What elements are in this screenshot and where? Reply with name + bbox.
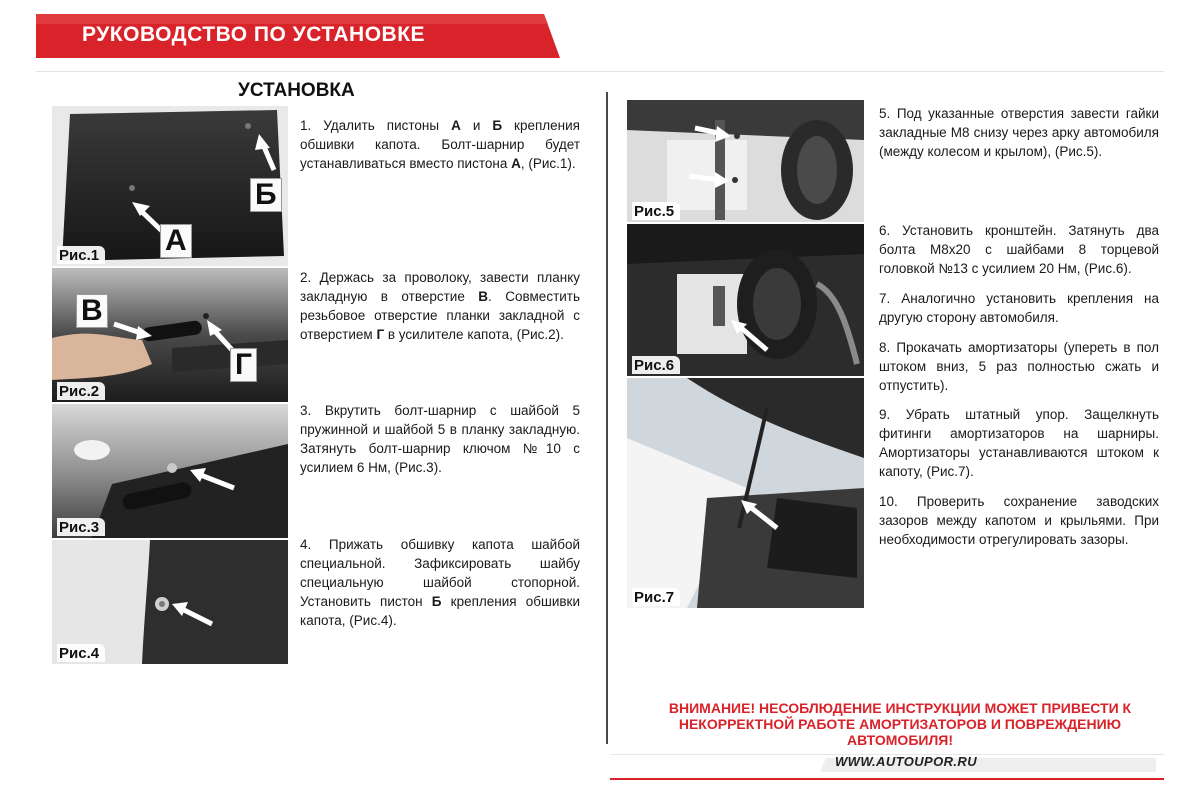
website-link[interactable]: WWW.AUTOUPOR.RU: [835, 754, 977, 769]
warning-line-3: АВТОМОБИЛЯ!: [846, 732, 953, 748]
figure-2-caption: Рис.2: [57, 382, 105, 400]
step-6-text: 6. Установить кронштейн. Затянуть два болта М8х20 с шайбами 8 торцевой головкой №13 с усилием 20 Нм, (Рис.6).: [879, 223, 1159, 276]
figure-6-illustration: [627, 224, 864, 376]
figure-3-photo: [52, 404, 288, 538]
figure-4-caption: Рис.4: [57, 644, 105, 662]
step-4-text: 4. Прижать обшивку капота шайбой специальной. Зафиксировать шайбу специальную шайбой стопорной. Установить пистон Б крепления обшивки капота, (Рис.4).: [300, 537, 580, 628]
figure-1-photo: [52, 106, 288, 266]
section-title: УСТАНОВКА: [238, 80, 355, 101]
header-banner: [36, 14, 560, 58]
step-8-text: 8. Прокачать амортизаторы (упереть в пол штоком вниз, 5 раз полностью сжать и отпустить).: [879, 340, 1159, 393]
figure-4-photo: [52, 540, 288, 664]
figure-6-photo: [627, 224, 864, 376]
step-10-text: 10. Проверить сохранение заводских зазоров между капотом и крыльями. При необходимости отрегулировать зазоры.: [879, 494, 1159, 547]
page-title: РУКОВОДСТВО ПО УСТАНОВКЕ: [82, 23, 426, 46]
figure-5-photo: [627, 100, 864, 222]
step-2-text: 2. Держась за проволоку, завести планку закладную в отверстие В. Совместить резьбовое отверстие планки закладной с отверстием Г в усилителе капота, (Рис.2).: [300, 270, 581, 342]
footer-accent-rule: [610, 778, 1164, 780]
step-5-text: 5. Под указанные отверстия завести гайки закладные М8 снизу через арку автомобиля (между колесом и крылом), (Рис.5).: [879, 106, 1159, 159]
warning-line-1: ВНИМАНИЕ! НЕСОБЛЮДЕНИЕ ИНСТРУКЦИИ МОЖЕТ ПРИВЕСТИ К: [668, 700, 1132, 716]
column-divider: [606, 92, 608, 744]
figure-2-photo: [52, 268, 288, 402]
figure-7-caption: Рис.7: [632, 588, 680, 606]
step-3-text: 3. Вкрутить болт-шарнир с шайбой 5 пружинной и шайбой 5 в планку закладную. Затянуть болт-шарнир ключом №10 с усилием 6 Нм, (Рис.3).: [300, 403, 580, 475]
marker-b: Б: [250, 178, 282, 212]
figure-5-caption: Рис.5: [632, 202, 680, 220]
figure-3-caption: Рис.3: [57, 518, 105, 536]
step-7-text: 7. Аналогично установить крепления на другую сторону автомобиля.: [879, 291, 1159, 325]
figure-7-photo: [627, 378, 864, 608]
marker-g: Г: [230, 348, 257, 382]
figure-7-illustration: [627, 378, 864, 608]
figure-6-caption: Рис.6: [632, 356, 680, 374]
step-9-text: 9. Убрать штатный упор. Защелкнуть фитинги амортизаторов на шарниры. Амортизаторы устанавливаются штоком к капоту, (Рис.7).: [879, 407, 1159, 479]
step-1-text: 1. Удалить пистоны А и Б крепления обшивки капота. Болт-шарнир будет устанавливаться вместо пистона А, (Рис.1).: [300, 118, 580, 171]
figure-1-caption: Рис.1: [57, 246, 105, 264]
marker-v: В: [76, 294, 108, 328]
marker-a: А: [160, 224, 192, 258]
header-rule: [36, 71, 1164, 72]
warning-notice: [640, 700, 1160, 748]
warning-line-2: НЕКОРРЕКТНОЙ РАБОТЕ АМОРТИЗАТОРОВ И ПОВРЕЖДЕНИЮ: [678, 716, 1122, 732]
